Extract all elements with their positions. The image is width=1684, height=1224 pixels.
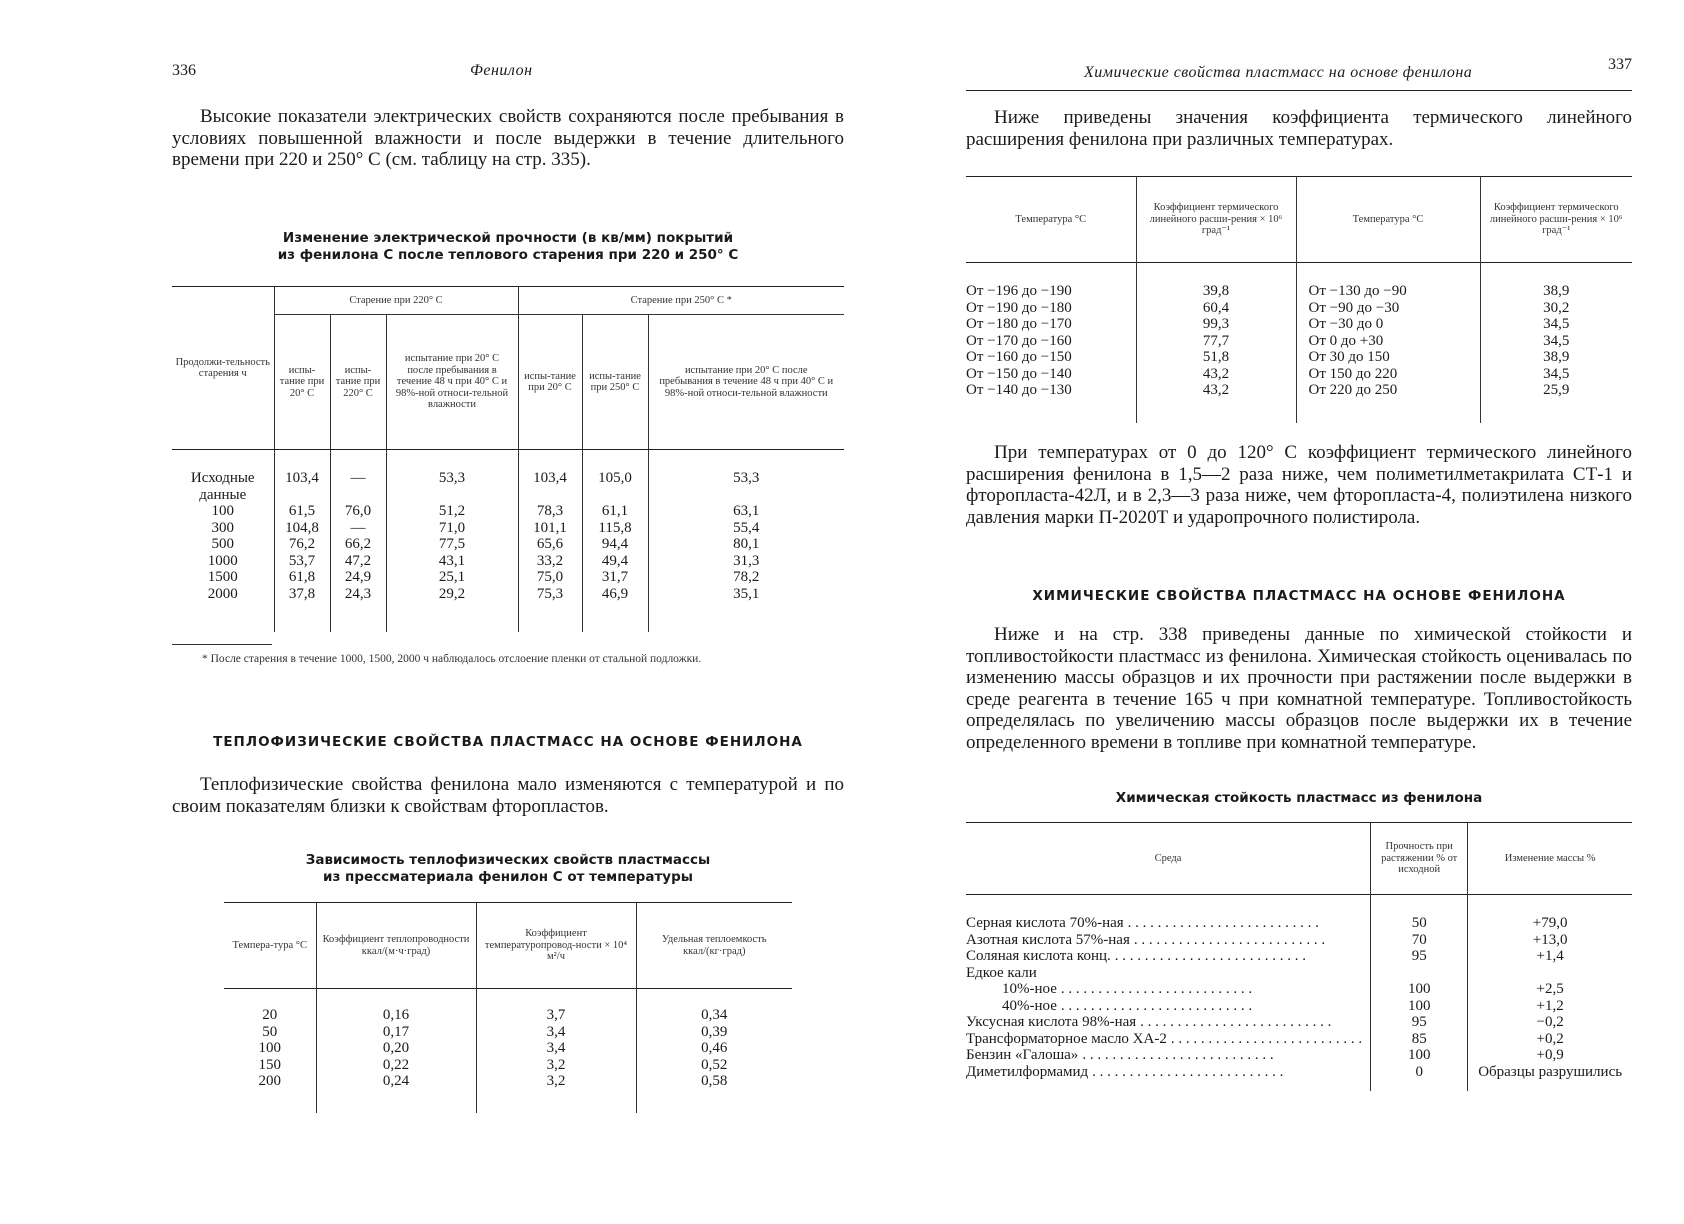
strength-cell: 70	[1411, 931, 1427, 948]
table-cell: 0,24	[382, 1073, 410, 1089]
temperature-range-column	[966, 263, 1136, 423]
table-cell: 29,2	[438, 585, 466, 602]
table-cell: 49,4	[601, 552, 629, 569]
header-group-220: Старение при 220° С	[274, 287, 518, 315]
strength-cell: 85	[1411, 1030, 1427, 1047]
header-humidity-b: испытание при 20° С после пребывания в течение 48 ч при 40° С и 98%-ной относи-тельной влажности	[648, 315, 844, 450]
table-cell: 103,4	[533, 470, 567, 486]
table-cell: От −180 до −170	[966, 316, 1072, 332]
table-cell: От −160 до −150	[966, 349, 1072, 365]
mass-cell: +0,2	[1536, 1030, 1564, 1047]
table-cell: 3,4	[546, 1040, 566, 1056]
table-cell: От 150 до 220	[1308, 365, 1398, 382]
right-page	[842, 0, 1684, 1224]
mass-cell: +2,5	[1536, 981, 1564, 997]
table-cell: 61,1	[601, 503, 629, 519]
table-cell: От −196 до −190	[966, 283, 1072, 299]
strength-cell: 0	[1415, 1063, 1423, 1080]
table-cell: 0,22	[382, 1056, 410, 1073]
page-number: 336	[172, 62, 196, 79]
values-column	[386, 450, 518, 632]
strength-cell: 100	[1407, 997, 1431, 1014]
table-cell: 66,2	[344, 536, 372, 552]
header-temperature: Темпера-тура °С	[232, 939, 307, 951]
table-cell: От −90 до −30	[1308, 299, 1400, 316]
table-cell: 34,5	[1543, 316, 1570, 332]
table-cell: 103,4	[285, 470, 319, 486]
table-cell: 0,39	[701, 1023, 728, 1040]
intro-paragraph: Высокие показатели электрических свойств сохраняются после пребывания в условиях повышенной влажности и после выдержки в течение длительного времени при 220 и 250° С (см. таблицу на стр. 335).	[172, 106, 844, 170]
coefficient-column	[1480, 263, 1632, 423]
running-head: Химические свойства пластмасс на основе фенилона	[1084, 64, 1473, 81]
table-cell: 38,9	[1543, 283, 1570, 299]
table-cell: 31,3	[733, 552, 760, 569]
medium-cell: Соляная кислота конц. . . . . . . . . . . . . . . . . . . . . . . . . . .	[966, 948, 1307, 964]
header-coefficient-b: Коэффициент термического линейного расши-рения × 10⁶ град⁻¹	[1480, 177, 1632, 263]
duration-column	[172, 450, 274, 632]
table-cell: 35,1	[733, 585, 760, 602]
header-medium: Среда	[1154, 852, 1182, 864]
table-cell: 71,0	[438, 519, 466, 536]
table-cell: От −130 до −90	[1308, 283, 1407, 299]
medium-cell: Серная кислота 70%-ная . . . . . . . . . . . . . . . . . . . . . . . . . .	[966, 915, 1319, 931]
table-cell: 77,5	[438, 536, 466, 552]
table-cell: 3,7	[546, 1007, 566, 1023]
header-test-220: испы-тание при 220° С	[330, 315, 386, 450]
table-cell: 101,1	[533, 519, 567, 536]
table-cell: 0,34	[701, 1007, 728, 1023]
running-head: Фенилон	[470, 62, 533, 79]
intro-paragraph: Ниже приведены значения коэффициента термического линейного расширения фенилона при различных температурах.	[966, 107, 1632, 150]
table-cell: 0,16	[382, 1007, 410, 1023]
medium-cell: Трансформаторное масло ХА-2 . . . . . . . . . . . . . . . . . . . . . . . . . .	[966, 1030, 1363, 1047]
table4-caption: Химическая стойкость пластмасс из фенилона	[1115, 790, 1483, 806]
table-cell: 3,4	[546, 1023, 566, 1040]
strength-cell: 100	[1407, 981, 1431, 997]
table-cell: 38,9	[1543, 349, 1570, 365]
table-cell: Исходные данные	[190, 470, 255, 503]
table-cell: От −30 до 0	[1308, 316, 1384, 332]
table-cell: 3,2	[546, 1056, 566, 1073]
temperature-range-column	[1296, 263, 1480, 423]
table-cell: 25,1	[438, 569, 466, 585]
thermal-expansion-table	[966, 176, 1632, 423]
table-cell: —	[350, 519, 366, 536]
table-cell: 24,3	[344, 585, 372, 602]
table-cell: 43,2	[1202, 382, 1230, 398]
footnote-rule	[172, 644, 272, 645]
table-cell: 80,1	[733, 536, 760, 552]
table-cell: 60,4	[1202, 299, 1230, 316]
table-cell: 0,58	[701, 1073, 728, 1089]
table-cell: От −170 до −160	[966, 332, 1072, 349]
header-test-250: испы-тание при 250° С	[582, 315, 648, 450]
table-cell: От 220 до 250	[1308, 382, 1398, 398]
medium-cell: Уксусная кислота 98%-ная . . . . . . . . . . . . . . . . . . . . . . . . . .	[966, 1014, 1332, 1030]
coefficient-column	[1136, 263, 1296, 423]
table-cell: 76,0	[344, 503, 372, 519]
table-cell: От −190 до −180	[966, 299, 1072, 316]
page-number: 337	[1608, 56, 1632, 73]
table-cell: 33,2	[536, 552, 564, 569]
values-column	[648, 450, 844, 632]
table-cell: 43,1	[438, 552, 466, 569]
table1-footnote: * После старения в течение 1000, 1500, 2000 ч наблюдалось отслоение пленки от стальной подложки.	[202, 653, 702, 665]
header-coefficient-a: Коэффициент термического линейного расши-рения × 10⁶ град⁻¹	[1136, 177, 1296, 263]
conductivity-column	[316, 989, 476, 1113]
table-cell: 78,2	[733, 569, 760, 585]
table-cell: 55,4	[733, 519, 760, 536]
table-cell: 77,7	[1202, 332, 1230, 349]
table-cell: 50	[262, 1023, 278, 1040]
medium-cell: 40%-ное . . . . . . . . . . . . . . . . . . . . . . . . . .	[1002, 997, 1253, 1014]
header-conductivity: Коэффициент теплопроводности ккал/(м·ч·град)	[316, 903, 476, 989]
mass-cell: +0,9	[1536, 1047, 1564, 1063]
table-cell: От −140 до −130	[966, 382, 1072, 398]
table-cell: 63,1	[733, 503, 760, 519]
table-cell: 150	[258, 1056, 281, 1073]
table-cell: 25,9	[1543, 382, 1570, 398]
strength-cell: 95	[1411, 948, 1427, 964]
mass-cell: +1,2	[1536, 997, 1564, 1014]
table-cell: 0,52	[701, 1056, 728, 1073]
table-cell: —	[350, 470, 366, 486]
table-cell: 34,5	[1543, 365, 1570, 382]
medium-cell: Азотная кислота 57%-ная . . . . . . . . . . . . . . . . . . . . . . . . . .	[966, 931, 1326, 948]
table-cell: 61,5	[288, 503, 316, 519]
strength-cell: 50	[1411, 915, 1427, 931]
table-cell: 0,17	[382, 1023, 410, 1040]
values-column	[274, 450, 330, 632]
table-cell: 1500	[207, 569, 238, 585]
medium-cell: Диметилформамид . . . . . . . . . . . . . . . . . . . . . . . . . .	[966, 1063, 1284, 1080]
header-mass-change: Изменение массы %	[1468, 823, 1632, 895]
section-heading-thermophysical: ТЕПЛОФИЗИЧЕСКИЕ СВОЙСТВА ПЛАСТМАСС НА ОСНОВЕ ФЕНИЛОНА	[213, 734, 803, 750]
table-cell: 100	[211, 503, 234, 519]
mass-cell: Образцы разрушились	[1478, 1063, 1623, 1080]
table-cell: 24,9	[344, 569, 372, 585]
chemical-resistance-table	[966, 822, 1632, 1091]
thermophysical-table	[224, 902, 792, 1113]
table-cell: 500	[211, 536, 234, 552]
header-diffusivity: Коэффициент температуропровод-ности × 10⁴ м²/ч	[476, 903, 636, 989]
mass-cell	[1468, 965, 1632, 982]
heat-capacity-column	[636, 989, 792, 1113]
section-paragraph-chemical: Ниже и на стр. 338 приведены данные по химической стойкости и топливостойкости пластмасс из фенилона. Химическая стойкость оценивалась по изменению массы образцов и их прочности при растяжении после выдержки в среде реагента в течение 165 ч при комнатной температуре. Топливостойкость определялась по увеличению массы образцов после выдержки их в течение определенного времени в топливе при комнатной температуре.	[966, 624, 1632, 753]
values-column	[518, 450, 582, 632]
header-test-20-a: испы-тание при 20° С	[274, 315, 330, 450]
values-column	[330, 450, 386, 632]
table-cell: 115,8	[598, 519, 632, 536]
table-cell: 65,6	[536, 536, 564, 552]
header-test-20-b: испы-тание при 20° С	[518, 315, 582, 450]
strength-cell: 95	[1411, 1014, 1427, 1030]
table-cell: От 0 до +30	[1308, 332, 1384, 349]
table-cell: 3,2	[546, 1073, 566, 1089]
medium-cell: Бензин «Галоша» . . . . . . . . . . . . . . . . . . . . . . . . . .	[966, 1047, 1274, 1063]
header-rule	[966, 90, 1632, 91]
table-cell: 61,8	[288, 569, 316, 585]
header-group-250: Старение при 250° С *	[518, 287, 844, 315]
medium-column	[966, 895, 1371, 1091]
header-temperature-a: Температура °С	[1015, 213, 1087, 225]
table-cell: 20	[262, 1007, 278, 1023]
table-cell: От 30 до 150	[1308, 349, 1390, 365]
table-cell: 78,3	[536, 503, 564, 519]
section-heading-chemical: ХИМИЧЕСКИЕ СВОЙСТВА ПЛАСТМАСС НА ОСНОВЕ ФЕНИЛОНА	[1032, 588, 1566, 604]
table-cell: 0,46	[701, 1040, 728, 1056]
table-cell: 100	[258, 1040, 281, 1056]
table-cell: 43,2	[1202, 365, 1230, 382]
table-cell: 46,9	[601, 585, 629, 602]
expansion-comparison-paragraph: При температурах от 0 до 120° С коэффициент термического линейного расширения фенилона в 1,5—2 раза ниже, чем полиметилметакрилата СТ-1 и фторопласта-42Л, и в 2,3—3 раза ниже, чем фторопласта-4, полиэтилена низкого давления марки П-2020Т и ударопрочного полистирола.	[966, 442, 1632, 528]
strength-cell	[1371, 965, 1467, 982]
table-cell: 53,3	[733, 470, 760, 486]
table-cell: 51,8	[1202, 349, 1230, 365]
medium-cell: Едкое кали	[966, 964, 1037, 981]
strength-column	[1371, 895, 1468, 1091]
table2-caption: Зависимость теплофизических свойств пластмассы из прессматериала фенилон С от температуры	[305, 852, 711, 885]
header-heat-capacity: Удельная теплоемкость ккал/(кг·град)	[636, 903, 792, 989]
table-cell: 200	[258, 1073, 281, 1089]
table-cell: 39,8	[1202, 283, 1230, 299]
mass-cell: +79,0	[1532, 915, 1568, 931]
table-cell: От −150 до −140	[966, 365, 1072, 382]
diffusivity-column	[476, 989, 636, 1113]
values-column	[582, 450, 648, 632]
section-paragraph-thermophysical: Теплофизические свойства фенилона мало изменяются с температурой и по своим показателям близки к свойствам фторопластов.	[172, 774, 844, 817]
table-cell: 53,7	[288, 552, 316, 569]
mass-column	[1468, 895, 1632, 1091]
table-cell: 300	[211, 519, 234, 536]
temperature-column	[224, 989, 316, 1113]
table-cell: 75,0	[536, 569, 564, 585]
header-temperature-b: Температура °С	[1296, 177, 1480, 263]
header-humidity-a: испытание при 20° С после пребывания в течение 48 ч при 40° С и 98%-ной относи-тельной влажности	[386, 315, 518, 450]
table-cell: 0,20	[382, 1040, 410, 1056]
mass-cell: −0,2	[1536, 1014, 1564, 1030]
table-cell: 94,4	[601, 536, 629, 552]
table-cell: 75,3	[536, 585, 564, 602]
mass-cell: +13,0	[1532, 931, 1568, 948]
table-cell: 99,3	[1202, 316, 1230, 332]
table-cell: 30,2	[1543, 299, 1570, 316]
header-duration: Продолжи-тельность старения ч	[172, 287, 274, 450]
medium-cell: 10%-ное . . . . . . . . . . . . . . . . . . . . . . . . . .	[1002, 981, 1253, 997]
table-cell: 37,8	[288, 585, 316, 602]
table-cell: 1000	[207, 552, 238, 569]
table-cell: 34,5	[1543, 332, 1570, 349]
table1-caption: Изменение электрической прочности (в кв/мм) покрытий из фенилона С после теплового старения при 220 и 250° С	[277, 230, 739, 263]
table-cell: 104,8	[285, 519, 319, 536]
table-cell: 53,3	[438, 470, 466, 486]
table-cell: 47,2	[344, 552, 372, 569]
table-cell: 105,0	[598, 470, 632, 486]
header-tensile-strength: Прочность при растяжении % от исходной	[1371, 823, 1468, 895]
table-cell: 31,7	[601, 569, 629, 585]
mass-cell: +1,4	[1536, 948, 1564, 964]
table-cell: 76,2	[288, 536, 316, 552]
electric-strength-table	[172, 286, 844, 632]
table-cell: 2000	[207, 585, 238, 602]
table-cell: 51,2	[438, 503, 466, 519]
strength-cell: 100	[1407, 1047, 1431, 1063]
